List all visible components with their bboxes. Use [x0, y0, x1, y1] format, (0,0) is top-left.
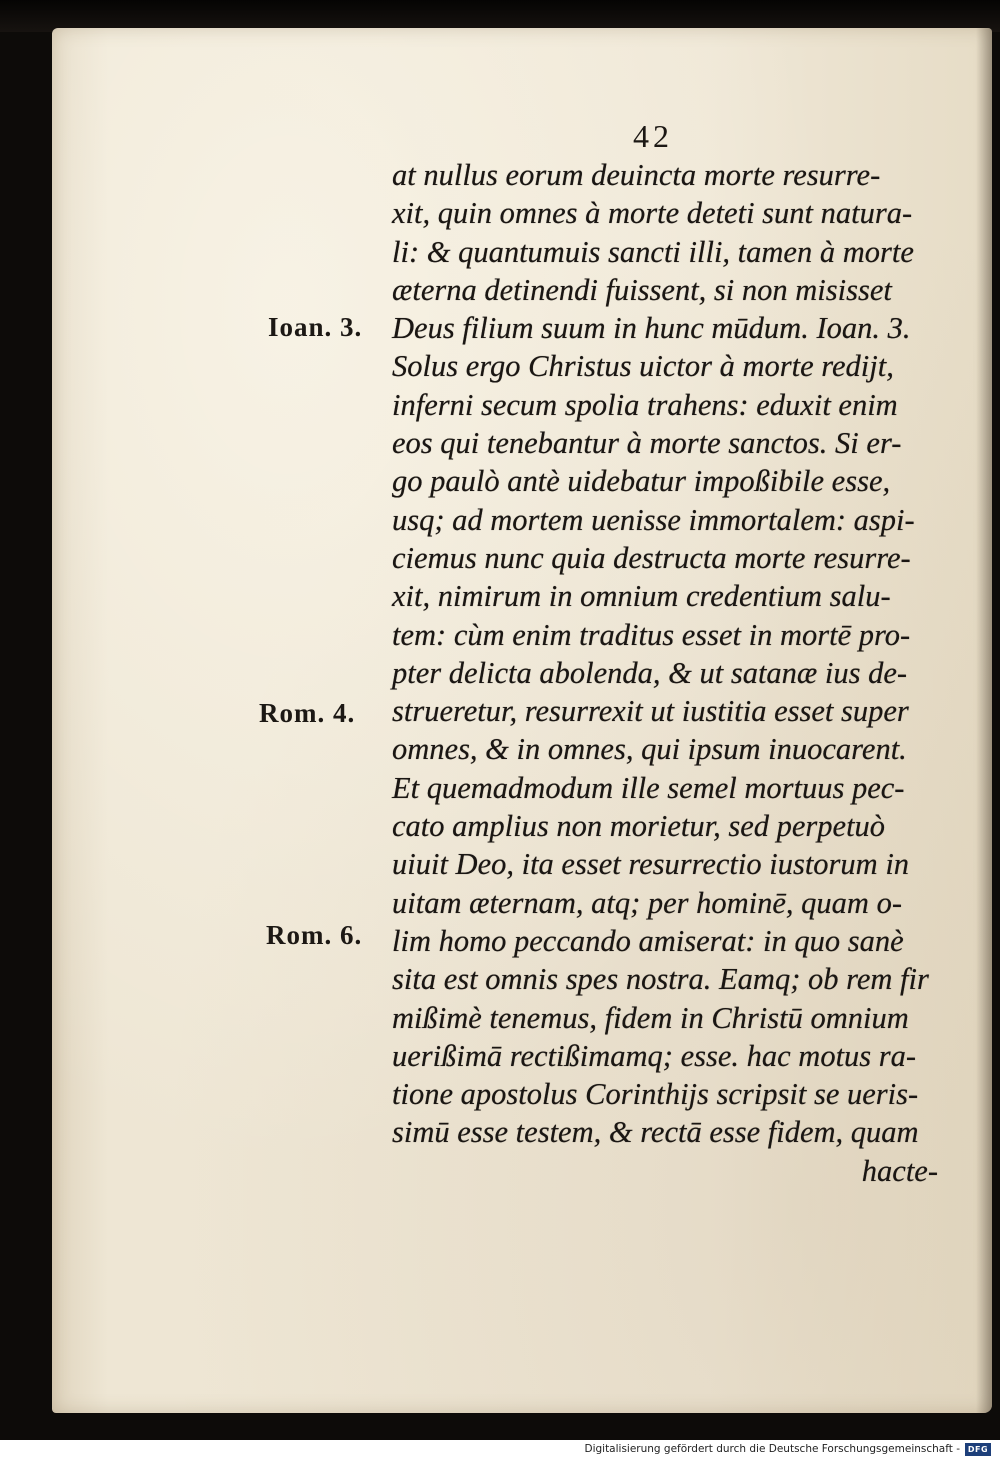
text-line: inferni secum spolia trahens: eduxit enim — [392, 387, 898, 422]
text-line: ciemus nunc quia destructa morte resurre- — [392, 540, 911, 575]
text-line: uiuit Deo, ita esset resurrectio iustorum in — [392, 847, 910, 882]
text-line: usq; ad mortem uenisse immortalem: aspi- — [392, 502, 915, 537]
text-line: pter delicta abolenda, & ut satanæ ius de- — [392, 655, 908, 690]
marginal-note-rom-6: Rom. 6. — [266, 920, 363, 950]
text-line: uitam æternam, atq; per hominē, quam o- — [392, 885, 902, 920]
page-edge-shadow — [976, 28, 992, 1413]
text-line: Et quemadmodum ille semel mortuus pec- — [392, 770, 905, 805]
text-line: omnes, & in omnes, qui ipsum inuocarent. — [392, 732, 907, 767]
text-line: tem: cùm enim traditus esset in mortē pro- — [392, 617, 911, 652]
dfg-logo: DFG — [965, 1443, 991, 1456]
text-line: lim homo peccando amiserat: in quo sanè — [392, 923, 904, 958]
page-number: 42 — [633, 118, 673, 154]
text-line: xit, quin omnes à morte deteti sunt natura- — [392, 196, 913, 231]
catchword: hacte- — [861, 1153, 938, 1188]
text-line: strueretur, resurrexit ut iustitia esset super — [392, 694, 909, 729]
digitization-credit: Digitalisierung gefördert durch die Deutsche Forschungsgemeinschaft - — [584, 1443, 960, 1455]
text-line: simū esse testem, & rectā esse fidem, quam — [392, 1115, 919, 1150]
text-line: æterna detinendi fuissent, si non misisset — [392, 272, 892, 307]
text-line: tione apostolus Corinthijs scripsit se ueris- — [392, 1077, 919, 1112]
text-line: go paulò antè uidebatur impoßibile esse, — [392, 464, 891, 499]
text-line: at nullus eorum deuincta morte resurre- — [392, 158, 881, 192]
text-line: li: & quantumuis sancti illi, tamen à morte — [392, 234, 914, 269]
marginal-note-rom-4: Rom. 4. — [259, 698, 356, 728]
text-line: Solus ergo Christus uictor à morte redijt, — [392, 349, 894, 384]
text-line: uerißimā rectißimamq; esse. hac motus ra- — [392, 1038, 917, 1073]
text-line: eos qui tenebantur à morte sanctos. Si er- — [392, 426, 902, 461]
text-line: xit, nimirum in omnium credentium salu- — [392, 579, 891, 614]
text-line: sita est omnis spes nostra. Eamq; ob rem fir — [392, 962, 929, 997]
marginal-note-ioan: Ioan. 3. — [268, 312, 363, 342]
text-line: cato amplius non morietur, sed perpetuò — [392, 809, 886, 844]
body-text — [392, 156, 952, 1190]
text-line: Deus filium suum in hunc mūdum. Ioan. 3. — [392, 311, 911, 346]
text-line: mißimè tenemus, fidem in Christū omnium — [392, 1000, 909, 1035]
